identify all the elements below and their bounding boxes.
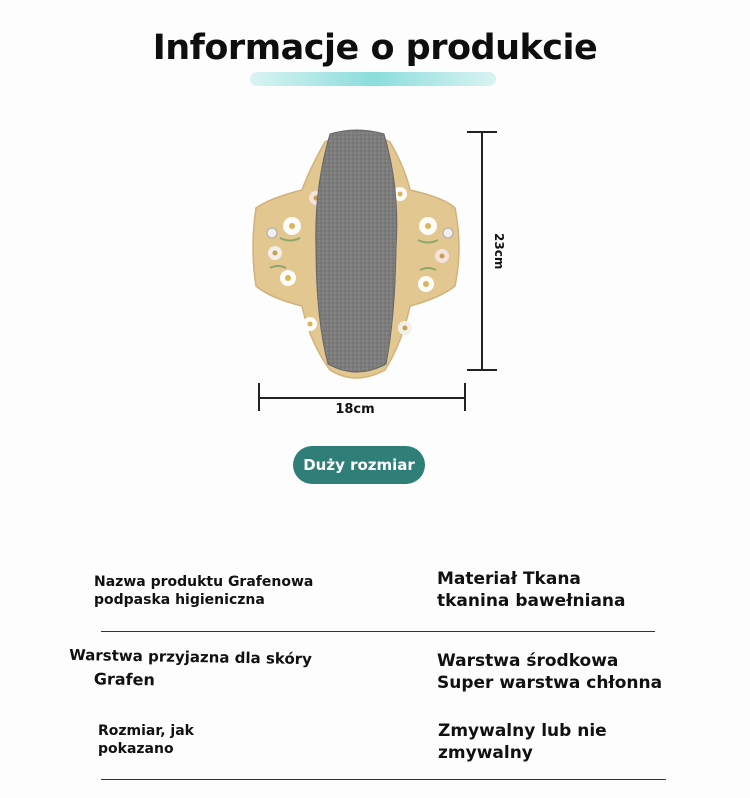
sanitary-pad-illustration [250,128,465,380]
pad-absorbent-core [316,130,397,372]
snap-button-right [443,228,453,238]
spec-washable-line2: zmywalny [438,743,533,764]
spec-skin-layer-line2: Grafen [93,668,156,689]
spec-washable [438,720,607,764]
spec-size-line1: Rozmiar, jak [98,723,194,739]
height-dimension-line [481,132,483,370]
size-badge: Duży rozmiar [293,446,425,484]
width-dimension-line [259,397,466,399]
spec-size [98,722,194,758]
spec-material [437,568,626,612]
snap-button-left [267,228,277,238]
width-label: 18cm [335,402,375,417]
width-dimension-cap-right [464,383,466,411]
height-label: 23cm [492,233,506,270]
height-dimension-cap-bottom [467,369,497,371]
spec-product-name [94,573,313,609]
spec-middle-layer [437,650,662,694]
spec-middle-layer-line1: Warstwa środkowa [437,651,619,671]
title-container [0,28,750,68]
spec-middle-layer-line2: Super warstwa chłonna [437,673,663,694]
width-dimension-cap-left [258,383,260,411]
spec-skin-layer [69,646,312,694]
product-image [250,128,465,384]
spec-product-name-line2: podpaska higieniczna [94,592,265,609]
spec-skin-layer-line1: Warstwa przyjazna dla skóry [69,645,313,669]
divider-2 [101,779,666,780]
title-highlight [250,72,496,86]
spec-size-line2: pokazano [98,741,174,758]
spec-washable-line1: Zmywalny lub nie [438,721,607,741]
divider-1 [101,631,655,632]
spec-material-line1: Materiał Tkana [437,569,581,589]
spec-material-line2: tkanina bawełniana [437,591,626,612]
spec-product-name-line1: Nazwa produktu Grafenowa [94,574,314,590]
page-title: Informacje o produkcie [152,28,598,68]
height-dimension-cap-top [467,131,497,133]
